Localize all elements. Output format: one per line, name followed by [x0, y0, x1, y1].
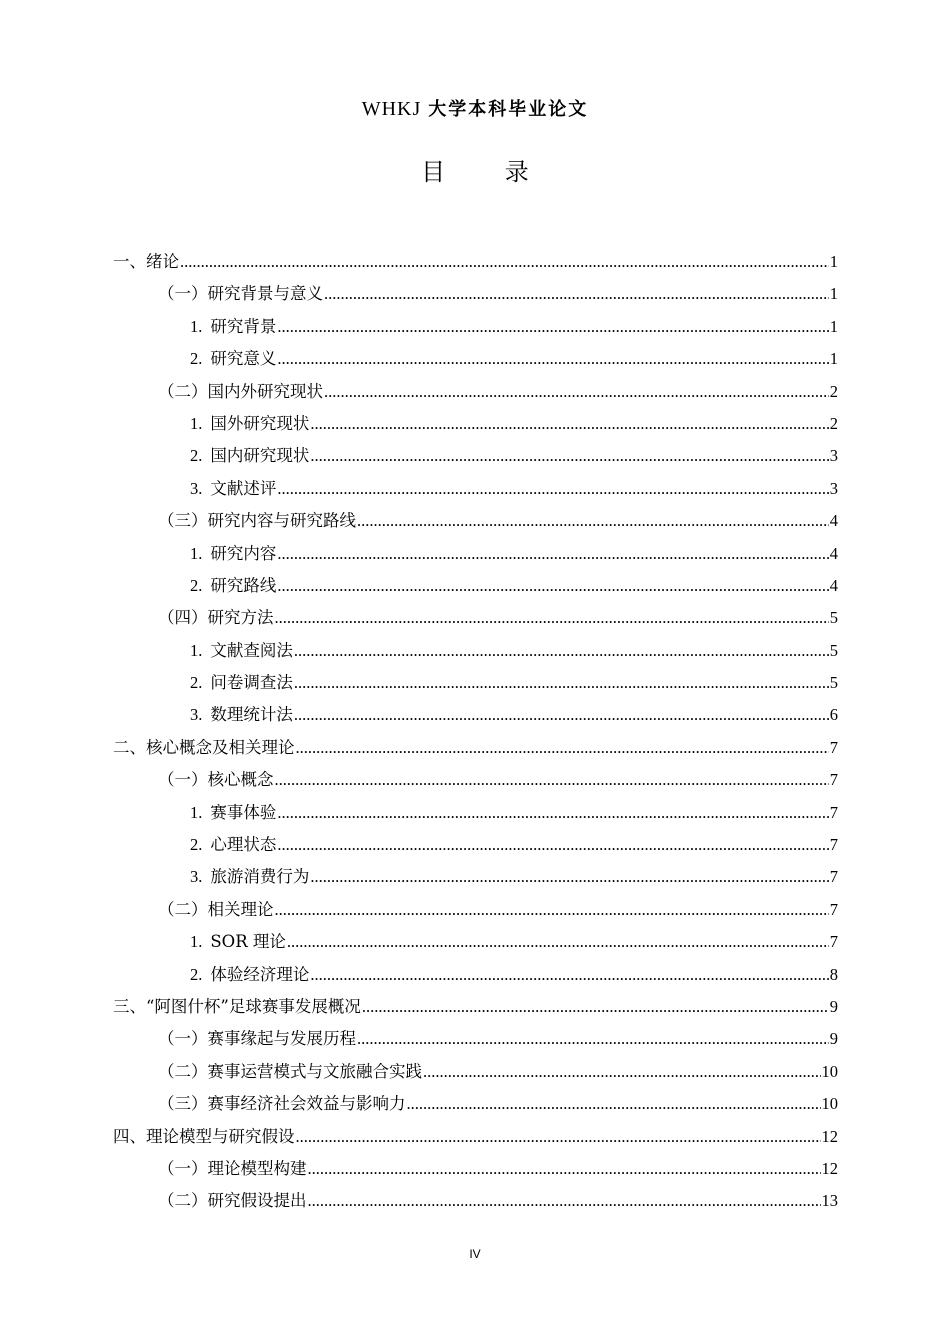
toc-entry-page: 5 — [829, 673, 838, 693]
toc-entry-label — [158, 894, 274, 926]
toc-entry-text: （四）研究方法 — [158, 608, 274, 628]
toc-entry[interactable] — [113, 570, 838, 602]
toc-entry-label — [190, 538, 276, 570]
toc-entry-label — [190, 829, 276, 861]
dot-leader — [308, 1153, 821, 1185]
toc-entry-page: 7 — [829, 770, 838, 790]
toc-entry-label — [158, 1153, 307, 1185]
toc-entry-page: 7 — [829, 867, 838, 887]
toc-entry-page: 10 — [821, 1094, 838, 1114]
dot-leader — [308, 1185, 821, 1217]
toc-entry[interactable] — [113, 699, 838, 731]
toc-entry[interactable] — [113, 667, 838, 699]
toc-entry-text: （一）理论模型构建 — [158, 1158, 307, 1178]
toc-entry[interactable] — [113, 732, 838, 764]
toc-entry[interactable] — [113, 602, 838, 634]
toc-entry-text: 研究意义 — [210, 349, 277, 369]
toc-entry-label — [158, 1056, 422, 1088]
toc-entry-text: 三、“阿图什杯”足球赛事发展概况 — [113, 996, 361, 1016]
toc-entry-text: 研究路线 — [210, 575, 277, 595]
dot-leader — [277, 473, 828, 505]
dot-leader — [294, 667, 829, 699]
dot-leader — [357, 505, 829, 537]
dot-leader — [277, 343, 828, 375]
thesis-header — [0, 95, 950, 121]
toc-entry[interactable] — [113, 246, 838, 278]
dot-leader — [277, 311, 828, 343]
toc-entry-text: 旅游消费行为 — [210, 867, 310, 887]
dot-leader — [277, 538, 828, 570]
toc-entry-page: 7 — [829, 835, 838, 855]
toc-entry-label — [158, 376, 323, 408]
toc-entry-label — [190, 861, 309, 893]
toc-entry[interactable] — [113, 311, 838, 343]
toc-entry-label — [190, 343, 276, 375]
toc-entry[interactable] — [113, 1088, 838, 1120]
toc-entry-text: 数理统计法 — [210, 705, 293, 725]
toc-entry-text: （三）研究内容与研究路线 — [158, 511, 356, 531]
dot-leader — [324, 278, 829, 310]
toc-entry-label — [158, 1185, 307, 1217]
toc-entry-number: 2. — [190, 446, 203, 466]
toc-entry-number: 1. — [190, 640, 203, 660]
dot-leader — [277, 829, 828, 861]
toc-entry-label — [190, 440, 309, 472]
toc-entry-text: 二、核心概念及相关理论 — [113, 737, 295, 757]
toc-entry-text: 国内研究现状 — [210, 446, 310, 466]
toc-entry-label — [190, 926, 286, 958]
dot-leader — [362, 991, 829, 1023]
toc-entry-label — [158, 1023, 356, 1055]
toc-entry-number: 3. — [190, 867, 203, 887]
toc-entry-label — [190, 635, 293, 667]
toc-entry[interactable] — [113, 1185, 838, 1217]
toc-entry[interactable] — [113, 278, 838, 310]
toc-entry-number: 3. — [190, 705, 203, 725]
toc-entry-page: 7 — [829, 932, 838, 952]
toc-entry-label — [158, 1088, 406, 1120]
toc-entry[interactable] — [113, 829, 838, 861]
toc-entry-page: 4 — [829, 511, 838, 531]
dot-leader — [275, 602, 829, 634]
toc-entry[interactable] — [113, 440, 838, 472]
toc-entry-label — [190, 570, 276, 602]
toc-entry[interactable] — [113, 959, 838, 991]
page-number: IV — [469, 1247, 481, 1261]
toc-entry-text: （二）国内外研究现状 — [158, 381, 323, 401]
toc-entry-number: 1. — [190, 413, 203, 433]
toc-entry-page: 9 — [829, 996, 838, 1016]
toc-entry-number: 2. — [190, 673, 203, 693]
toc-entry-page: 8 — [829, 964, 838, 984]
dot-leader — [324, 376, 829, 408]
toc-entry[interactable] — [113, 505, 838, 537]
toc-entry-text: 赛事体验 — [210, 802, 277, 822]
toc-entry-page: 2 — [829, 413, 838, 433]
toc-entry-text: 心理状态 — [210, 835, 277, 855]
toc-entry-label — [190, 797, 276, 829]
header-latin: WHKJ — [361, 98, 422, 120]
toc-entry-text: 研究内容 — [210, 543, 277, 563]
toc-entry-number: 2. — [190, 835, 203, 855]
toc-entry-text: （二）相关理论 — [158, 899, 274, 919]
toc-entry[interactable] — [113, 764, 838, 796]
toc-entry-label — [113, 991, 361, 1023]
toc-entry-page: 6 — [829, 705, 838, 725]
dot-leader — [310, 408, 828, 440]
toc-title: 目 录 — [421, 158, 555, 186]
toc-entry-label — [113, 246, 179, 278]
toc-entry[interactable] — [113, 861, 838, 893]
toc-entry-number: 1. — [190, 316, 203, 336]
toc-entry[interactable] — [113, 1056, 838, 1088]
toc-entry-page: 2 — [829, 381, 838, 401]
toc-entry[interactable] — [113, 1153, 838, 1185]
toc-entry-label — [190, 311, 276, 343]
toc-entry-page: 10 — [821, 1061, 838, 1081]
dot-leader — [296, 1121, 821, 1153]
dot-leader — [277, 570, 828, 602]
toc-entry[interactable] — [113, 797, 838, 829]
toc-entry-page: 1 — [829, 284, 838, 304]
toc-entry-page: 3 — [829, 478, 838, 498]
toc-entry[interactable] — [113, 1023, 838, 1055]
toc-entry[interactable] — [113, 473, 838, 505]
dot-leader — [294, 699, 829, 731]
toc-entry-page: 12 — [821, 1158, 838, 1178]
toc-entry[interactable] — [113, 376, 838, 408]
toc-entry-page: 1 — [829, 349, 838, 369]
toc-entry-label — [190, 699, 293, 731]
dot-leader — [310, 440, 828, 472]
toc-entry-text: 体验经济理论 — [210, 964, 310, 984]
dot-leader — [357, 1023, 829, 1055]
toc-entry-text: （一）研究背景与意义 — [158, 284, 323, 304]
toc-entry-page: 4 — [829, 575, 838, 595]
toc-entry-text: （一）赛事缘起与发展历程 — [158, 1029, 356, 1049]
toc-entry-page: 12 — [821, 1126, 838, 1146]
toc-entry[interactable] — [113, 635, 838, 667]
toc-entry-text: SOR 理论 — [210, 932, 286, 952]
toc-entry[interactable] — [113, 343, 838, 375]
toc-entry-page: 7 — [829, 899, 838, 919]
toc-entry-text: 文献查阅法 — [210, 640, 293, 660]
toc-entry-label — [190, 959, 309, 991]
toc-entry-text: （三）赛事经济社会效益与影响力 — [158, 1094, 406, 1114]
toc-entry[interactable] — [113, 538, 838, 570]
toc-entry-page: 1 — [829, 252, 838, 271]
dot-leader — [277, 797, 828, 829]
toc-entry[interactable] — [113, 1121, 838, 1153]
toc-entry-text: 一、绪论 — [113, 252, 179, 271]
toc-entry-text: 文献述评 — [210, 478, 277, 498]
dot-leader — [287, 926, 829, 958]
toc-entry-number: 1. — [190, 802, 203, 822]
toc-entry-page: 4 — [829, 543, 838, 563]
dot-leader — [275, 764, 829, 796]
toc-entry-label — [113, 1121, 295, 1153]
toc-entry-label — [190, 408, 309, 440]
toc-entry-page: 7 — [829, 802, 838, 822]
toc-entry-label — [158, 505, 356, 537]
dot-leader — [423, 1056, 821, 1088]
toc-entry-number: 2. — [190, 575, 203, 595]
toc-entry-text: （二）研究假设提出 — [158, 1191, 307, 1211]
dot-leader — [310, 959, 828, 991]
dot-leader — [180, 246, 829, 278]
toc-entry-number: 1. — [190, 543, 203, 563]
dot-leader — [294, 635, 829, 667]
toc-entry-label — [190, 667, 293, 699]
toc-entry-text: 问卷调查法 — [210, 673, 293, 693]
toc-entry-text: 四、理论模型与研究假设 — [113, 1126, 295, 1146]
toc-entry[interactable] — [113, 408, 838, 440]
toc-entry-page: 3 — [829, 446, 838, 466]
table-of-contents — [113, 246, 838, 1218]
toc-entry-number: 1. — [190, 932, 203, 952]
toc-entry-number: 2. — [190, 349, 203, 369]
toc-entry-label — [158, 278, 323, 310]
toc-entry-text: 国外研究现状 — [210, 413, 310, 433]
toc-entry-page: 13 — [821, 1191, 838, 1211]
toc-entry-label — [113, 732, 295, 764]
toc-entry-number: 2. — [190, 964, 203, 984]
toc-entry[interactable] — [113, 894, 838, 926]
toc-entry-text: （二）赛事运营模式与文旅融合实践 — [158, 1061, 422, 1081]
toc-entry-text: 研究背景 — [210, 316, 277, 336]
toc-entry-page: 1 — [829, 316, 838, 336]
dot-leader — [296, 732, 829, 764]
dot-leader — [275, 894, 829, 926]
dot-leader — [310, 861, 828, 893]
toc-entry[interactable] — [113, 991, 838, 1023]
toc-entry[interactable] — [113, 926, 838, 958]
toc-entry-label — [158, 764, 274, 796]
toc-entry-page: 9 — [829, 1029, 838, 1049]
toc-entry-label — [158, 602, 274, 634]
toc-entry-page: 5 — [829, 608, 838, 628]
toc-entry-number: 3. — [190, 478, 203, 498]
dot-leader — [407, 1088, 821, 1120]
toc-entry-page: 7 — [829, 737, 838, 757]
toc-entry-label — [190, 473, 276, 505]
header-title: 大学本科毕业论文 — [428, 99, 589, 120]
toc-entry-text: （一）核心概念 — [158, 770, 274, 790]
toc-entry-page: 5 — [829, 640, 838, 660]
